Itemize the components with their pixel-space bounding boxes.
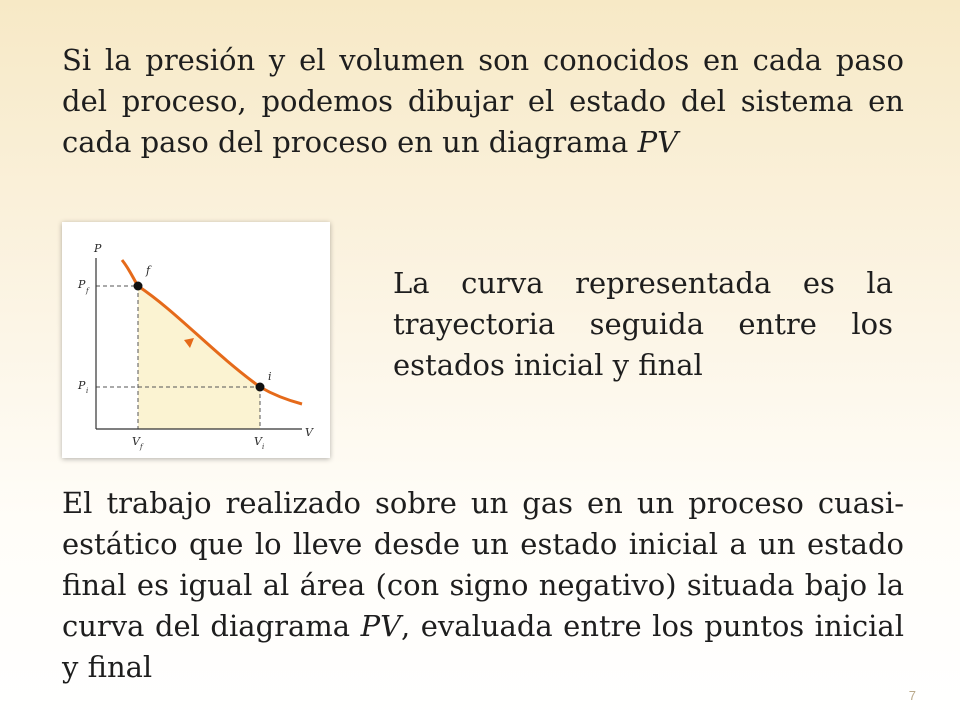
intro-text: Si la presión y el volumen son conocidos en cada paso del proceso, podemos dibujar el estado del sistema en cada paso del proceso en un diagrama — [62, 43, 904, 159]
label-pi-sub: i — [86, 387, 89, 395]
pv-diagram — [62, 222, 330, 458]
label-pf-sub: f — [86, 287, 89, 295]
point-label-i: i — [268, 370, 272, 383]
work-paragraph — [62, 483, 904, 688]
label-vf-sub: f — [140, 443, 143, 451]
axis-label-v: V — [305, 426, 313, 439]
label-pf: P — [78, 278, 86, 291]
point-initial — [256, 383, 265, 392]
work-area — [138, 286, 260, 429]
label-vf: V — [132, 435, 140, 448]
axis-label-p: P — [94, 242, 102, 255]
label-pi: P — [78, 379, 86, 392]
label-vi: V — [254, 435, 262, 448]
point-label-f: f — [146, 264, 151, 277]
page-number: 7 — [908, 688, 916, 703]
intro-paragraph — [62, 40, 904, 163]
intro-math-pv: PV — [637, 125, 679, 159]
curve-description: La curva representada es la trayectoria seguida entre los estados inicial y final — [393, 266, 893, 382]
point-final — [134, 282, 143, 291]
pv-diagram-figure — [62, 222, 330, 458]
work-text-after: , evaluada entre los puntos inicial y final — [62, 609, 904, 684]
label-vi-sub: i — [262, 443, 265, 451]
work-text-before: El trabajo realizado sobre un gas en un proceso cuasi-estático que lo lleve desde un estado inicial a un estado final es igual al área (con signo negativo) situada bajo la curva del diagrama — [62, 486, 904, 643]
work-math-pv: PV — [360, 609, 402, 643]
